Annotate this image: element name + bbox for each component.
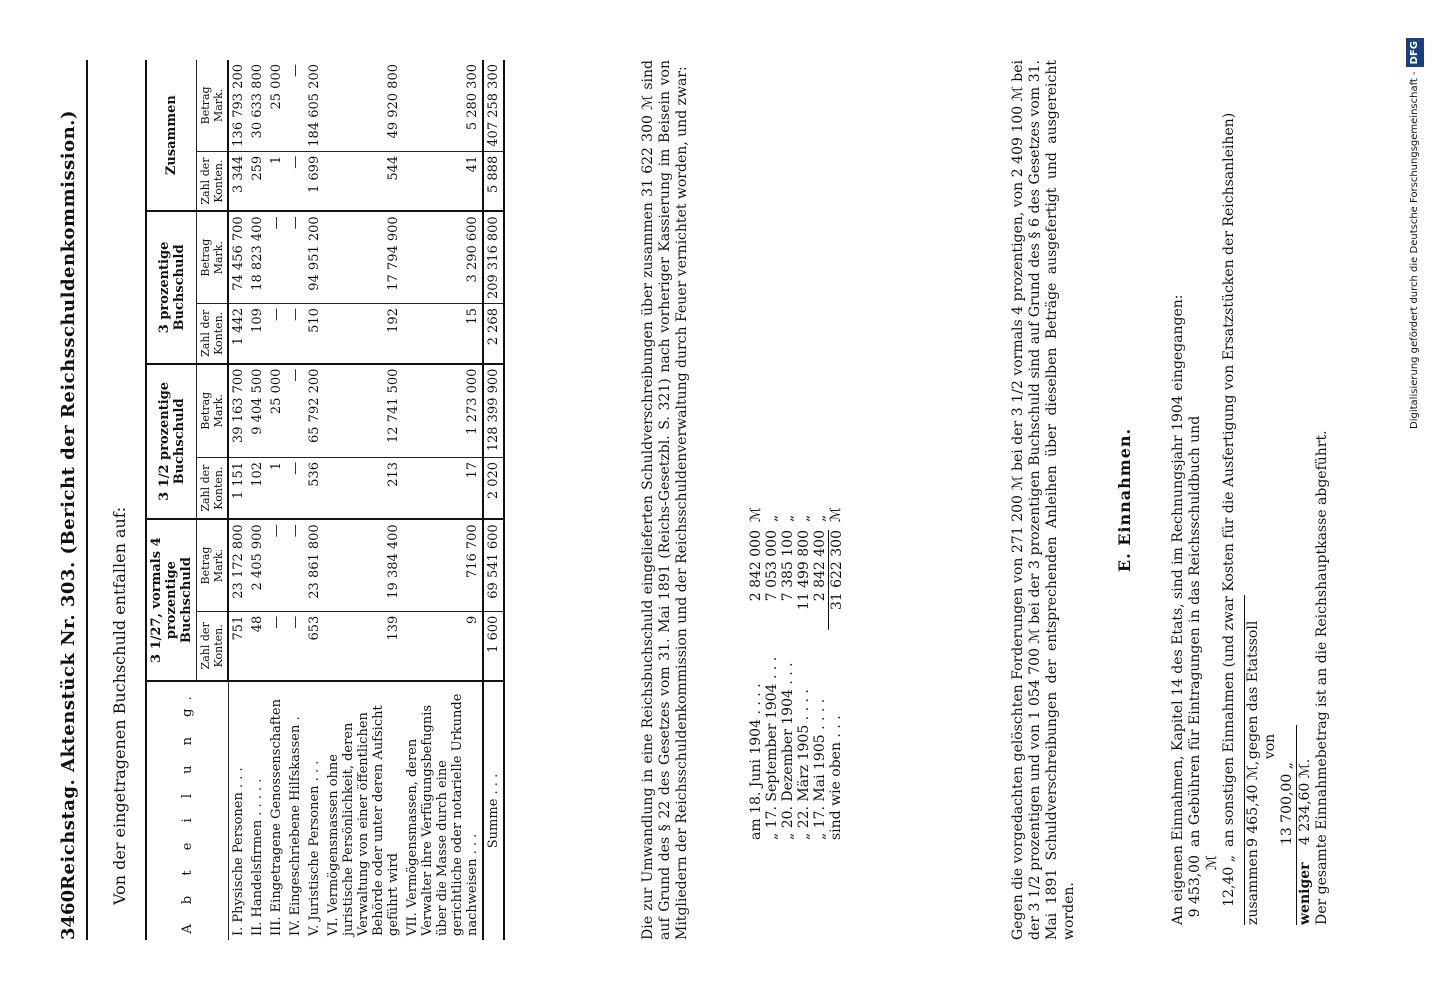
- date-row: [780, 492, 796, 840]
- row-label: I. Physische Personen . . .: [230, 767, 246, 936]
- cell-zahl: 102: [248, 457, 267, 519]
- cell-zahl: —: [267, 304, 286, 364]
- date-unit: „: [796, 514, 812, 522]
- cell-betrag: 5 280 300: [403, 60, 483, 151]
- cell-betrag: 69 541 600: [483, 519, 504, 611]
- betrag-label: Betrag: [199, 546, 212, 585]
- line-text: gegen das Etatssoll von: [1245, 620, 1278, 760]
- table-row: [324, 60, 403, 940]
- cell-zahl: 544: [324, 151, 403, 211]
- sub-betrag: [197, 519, 229, 611]
- cell-zahl: 17: [403, 457, 483, 519]
- cell-zahl: 3 344: [228, 151, 248, 211]
- row-label: II. Handelsfirmen . . . . .: [250, 778, 265, 936]
- cell-betrag: 94 951 200: [305, 211, 324, 303]
- page-title: Reichstag. Aktenstück Nr. 303. (Bericht der Reichsschuldenkommission.): [58, 110, 79, 890]
- einnahmen-intro: An eigenen Einnahmen, Kapitel 14 des Etats, sind im Rechnungsjahr 1904 eingegangen:: [1170, 294, 1186, 925]
- cell-betrag: 209 316 800: [483, 211, 504, 303]
- cell-betrag: —: [286, 519, 305, 611]
- einnahmen-line: [1221, 65, 1238, 925]
- header-rule: [86, 60, 88, 940]
- cell-betrag: 407 258 300: [483, 60, 504, 151]
- cell-betrag: 136 793 200: [228, 60, 248, 151]
- cell-zahl: 2 268: [483, 304, 504, 364]
- date-label: „ 22. März 1905 . . . .: [796, 689, 812, 840]
- date-row: [812, 492, 828, 840]
- cell-betrag: 23 861 800: [305, 519, 324, 611]
- date-unit: „: [764, 514, 780, 522]
- sub-betrag: [197, 60, 229, 151]
- date-row: [748, 492, 764, 840]
- sub-betrag: [197, 211, 229, 303]
- cell-betrag: —: [286, 364, 305, 458]
- cell-betrag: 39 163 700: [228, 364, 248, 458]
- date-amount: 2 842 400: [812, 530, 828, 602]
- table-row: [228, 60, 248, 940]
- betrag-label: Betrag: [199, 238, 212, 277]
- date-amount: 2 842 000: [748, 530, 764, 602]
- table-row: [305, 60, 324, 940]
- unit-label: Mark.: [212, 394, 225, 428]
- cell-zahl: —: [286, 304, 305, 364]
- group-header: 3 1/2 prozentige Buchschuld: [146, 364, 197, 520]
- row-label: VII. Vermögensmassen, deren Verwalter ihre Verfügungsbefugnis über die Masse durch eine gerichtliche oder notarielle Urkunde nachweisen . . .: [405, 693, 480, 936]
- amount: 13 700,00 „: [1279, 762, 1295, 845]
- cell-betrag: 30 633 800: [248, 60, 267, 151]
- unit-label: Mark.: [212, 88, 225, 123]
- cell-zahl: 1 600: [483, 611, 504, 681]
- paragraph-gegen: Gegen die vorgedachten gelöschten Forderungen von 271 200 ℳ bei der 3 1/2 vormals 4 prozentigen, von 2 409 100 ℳ bei der 3 1/2 prozentigen und von 1 054 700 ℳ bei der 3 prozentigen Buchschuld sind auf Grund des § 6 des Gesetzes vom 31. Mai 1891 Schuldverschreibungen der entsprechenden Anleihen über dieselben Beträge ausgefertigt und ausgereicht worden.: [1010, 60, 1077, 940]
- line-text: an Gebühren für Eintragungen in das Reichsschuldbuch und: [1187, 415, 1203, 847]
- sub-betrag: [197, 364, 229, 458]
- cell-betrag: —: [267, 211, 286, 303]
- cell-betrag: —: [286, 60, 305, 151]
- final-note: Der gesamte Einnahmebetrag ist an die Reichshauptkasse abgeführt.: [1314, 430, 1330, 925]
- cell-betrag: 17 794 900: [324, 211, 403, 303]
- cell-zahl: 653: [305, 611, 324, 681]
- cell-zahl: 41: [403, 151, 483, 211]
- group-header: 3 prozentige Buchschuld: [146, 211, 197, 363]
- cell-betrag: 716 700: [403, 519, 483, 611]
- cell-zahl: 2 020: [483, 457, 504, 519]
- group-header: 3 1/27, vormals 4 prozentige Buchschuld: [146, 519, 197, 681]
- date-label: „ 17. September 1904 . . .: [764, 656, 780, 840]
- date-unit: ℳ: [748, 507, 764, 522]
- buchschuld-table: [145, 60, 505, 940]
- date-label: „ 20. Dezember 1904 . . .: [780, 662, 796, 840]
- table-row: [248, 60, 267, 940]
- cell-zahl: 1 699: [305, 151, 324, 211]
- date-unit: ℳ: [828, 507, 844, 522]
- date-label: am 18. Juni 1904 . . . .: [748, 683, 764, 840]
- date-label: „ 17. Mai 1905 . . . .: [812, 698, 828, 840]
- cell-zahl: 9: [403, 611, 483, 681]
- cell-zahl: 1: [267, 151, 286, 211]
- sub-zahl: Zahl der Konten.: [197, 151, 229, 211]
- date-row: [764, 492, 780, 840]
- cell-betrag: 19 384 400: [324, 519, 403, 611]
- zusammen-line: [1244, 595, 1279, 925]
- zusammen-label: zusammen: [1245, 849, 1261, 925]
- row-label: VI. Vermögensmassen ohne juristische Persönlichkeit, deren Verwaltung von einer öffentlichen Behörde oder unter deren Aufsicht geführt wird: [326, 705, 401, 936]
- row-label: IV. Eingeschriebene Hilfskassen .: [288, 716, 303, 936]
- cell-zahl: 1 442: [228, 304, 248, 364]
- cell-betrag: —: [286, 211, 305, 303]
- unit-label: Mark.: [212, 548, 225, 583]
- page-number: 3460: [58, 889, 79, 940]
- line-text: an sonstigen Einnahmen (und zwar Kosten für die Ausfertigung von Ersatzstücken der Reichsanleihen): [1221, 112, 1237, 847]
- cell-zahl: —: [286, 151, 305, 211]
- cell-zahl: —: [286, 611, 305, 681]
- table-row: [267, 60, 286, 940]
- amount: 12,40 „: [1221, 855, 1237, 907]
- vernichtung-dates: [748, 492, 845, 840]
- cell-zahl: —: [267, 611, 286, 681]
- cell-zahl: 1 151: [228, 457, 248, 519]
- sub-zahl: Zahl der Konten.: [197, 611, 229, 681]
- row-label: Summe . . .: [483, 681, 504, 940]
- table-row: [286, 60, 305, 940]
- col-abteilung: A b t e i l u n g.: [146, 681, 228, 940]
- date-amount: 31 622 300: [828, 530, 845, 630]
- date-unit: „: [812, 514, 828, 522]
- cell-betrag: 74 456 700: [228, 211, 248, 303]
- cell-zahl: 5 888: [483, 151, 504, 211]
- cell-betrag: 25 000: [267, 364, 286, 458]
- cell-zahl: 536: [305, 457, 324, 519]
- cell-zahl: 213: [324, 457, 403, 519]
- betrag-label: Betrag: [199, 391, 212, 430]
- cell-zahl: 139: [324, 611, 403, 681]
- cell-zahl: 48: [248, 611, 267, 681]
- cell-zahl: 510: [305, 304, 324, 364]
- dates-total: [828, 492, 845, 840]
- cell-betrag: 49 920 800: [324, 60, 403, 151]
- cell-betrag: 3 290 600: [403, 211, 483, 303]
- sum-row: [483, 60, 504, 940]
- einnahmen-line: [1187, 65, 1221, 925]
- weniger-line: [1296, 725, 1314, 925]
- date-row: [796, 492, 812, 840]
- cell-betrag: 2 405 900: [248, 519, 267, 611]
- cell-zahl: 751: [228, 611, 248, 681]
- cell-betrag: 12 741 500: [324, 364, 403, 458]
- betrag-label: Betrag: [199, 86, 212, 125]
- cell-zahl: 259: [248, 151, 267, 211]
- group-header: Zusammen: [146, 60, 197, 211]
- section-heading-e: E. Einnahmen.: [1115, 427, 1134, 573]
- sub-zahl: Zahl der Konten.: [197, 304, 229, 364]
- cell-zahl: —: [286, 457, 305, 519]
- cell-zahl: 109: [248, 304, 267, 364]
- cell-betrag: 184 605 200: [305, 60, 324, 151]
- date-amount: 7 053 000: [764, 530, 780, 602]
- table-intro: Von der eingetragenen Buchschuld entfallen auf:: [110, 506, 129, 905]
- table-row: [403, 60, 483, 940]
- cell-zahl: 15: [403, 304, 483, 364]
- row-label: III. Eingetragene Genossenschaften: [269, 699, 284, 936]
- date-amount: 7 385 100: [780, 530, 796, 602]
- page-header: [58, 60, 88, 940]
- date-unit: „: [780, 514, 796, 522]
- cell-betrag: 1 273 000: [403, 364, 483, 458]
- date-amount: 11 499 800: [796, 530, 812, 611]
- amount: 4 234,60 ℳ.: [1297, 758, 1313, 845]
- row-label: V. Juristische Personen . . .: [307, 760, 322, 936]
- soll-line: [1279, 65, 1296, 925]
- weniger-label: weniger: [1297, 862, 1313, 925]
- digitization-stamp: [1406, 8, 1424, 988]
- einnahmen-block: [1170, 65, 1331, 925]
- cell-zahl: 192: [324, 304, 403, 364]
- amount: 9 465,40 ℳ,: [1245, 760, 1261, 847]
- cell-zahl: 1: [267, 457, 286, 519]
- amount: 9 453,00 ℳ: [1187, 855, 1220, 918]
- dfg-logo: DFG: [1406, 38, 1424, 67]
- cell-betrag: —: [267, 519, 286, 611]
- unit-label: Mark.: [212, 241, 225, 275]
- cell-betrag: 18 823 400: [248, 211, 267, 303]
- cell-betrag: 65 792 200: [305, 364, 324, 458]
- cell-betrag: 128 399 900: [483, 364, 504, 458]
- date-label: sind wie oben . . .: [828, 715, 844, 840]
- sub-zahl: Zahl der Konten.: [197, 457, 229, 519]
- stamp-text: Digitalisierung gefördert durch die Deutsche Forschungsgemeinschaft -: [1409, 71, 1420, 429]
- paragraph-umwandlung: Die zur Umwandlung in eine Reichsbuchschuld eingelieferten Schuldverschreibungen über zusammen 31 622 300 ℳ sind auf Grund des § 22 des Gesetzes vom 31. Mai 1891 (Reichs-Gesetzbl. S. 321) nach vorheriger Kassierung im Beisein von Mitgliedern der Reichsschuldenkommission und der Reichsschuldenverwaltung durch Feuer vernichtet worden, und zwar:: [640, 60, 690, 940]
- cell-betrag: 9 404 500: [248, 364, 267, 458]
- cell-betrag: 23 172 800: [228, 519, 248, 611]
- cell-betrag: 25 000: [267, 60, 286, 151]
